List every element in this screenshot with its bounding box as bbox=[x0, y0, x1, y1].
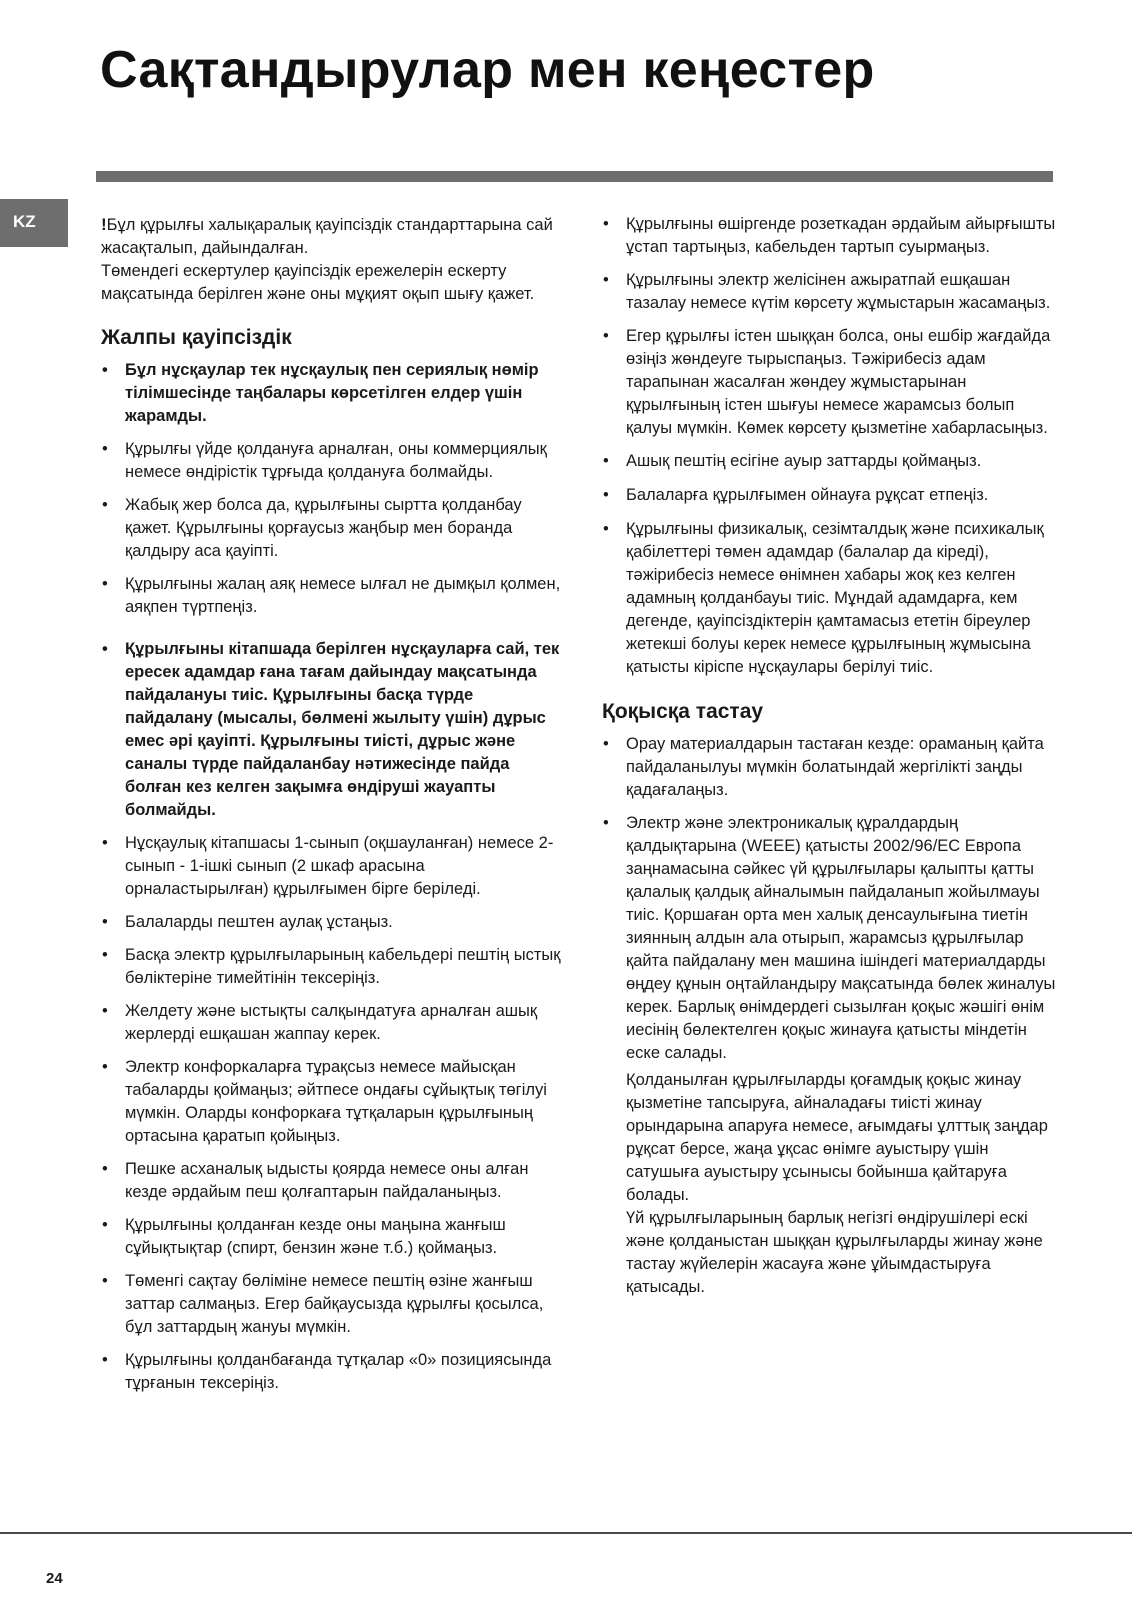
safety-list-continued bbox=[602, 213, 1057, 679]
left-column bbox=[101, 213, 561, 1405]
list-item: • Орау материалдарын тастаған кезде: ораманың қайта пайдаланылуы мүмкін болатындай жергілікті заңды қадағалаңыз. bbox=[603, 735, 1044, 799]
list-item: • Құрылғыны физикалық, сезімталдық және психикалық қабілеттері төмен адамдар (балалар да кіреді), тәжірибесіз немесе өнімнен хабары жоқ кез келген адамның қолданбауы тиіс. Мұндай адамдарға, кем дегенде, қауіпсіздіктерін қамтамасыз ететін біреулер жетекші болуы керек немесе құрылғының жұмысына қатысты кіріспе нұсқаулары берілуі тиіс. bbox=[603, 520, 1044, 676]
list-item: • Бұл нұсқаулар тек нұсқаулық пен сериялық нөмір тілімшесінде таңбалары көрсетілген елдер үшін жарамды. bbox=[102, 361, 539, 425]
right-column bbox=[602, 213, 1057, 1299]
list-item: • Электр конфоркаларға тұрақсыз немесе майысқан табаларды қоймаңыз; әйтпесе ондағы сұйықтық төгілуі мүмкін. Оларды конфоркаға тұтқаларын құрылғының ортасына қаратып қойыңыз. bbox=[102, 1058, 547, 1145]
intro-line-1: !Бұл құрылғы халықаралық қауіпсіздік стандарттарына сай жасақталып, дайындалған. bbox=[101, 215, 553, 257]
list-item: • Құрылғыны электр желісінен ажыратпай ешқашан тазалау немесе күтім көрсету жұмыстарын жасамаңыз. bbox=[603, 271, 1051, 312]
list-item: • Нұсқаулық кітапшасы 1-сынып (оқшауланған) немесе 2-сынып - 1-ішкі сынып (2 шкаф арасына орналастырылған) құрылғымен бірге беріледі. bbox=[102, 834, 554, 898]
list-item: • Егер құрылғы істен шыққан болса, оны ешбір жағдайда өзіңіз жөндеуге тырыспаңыз. Тәжірибесіз адам тарапынан жасалған жөндеу жұмыстарынан құрылғының істен шығуы немесе жарамсыз болып қалуы мүмкін. Көмек көрсету қызметіне хабарласыңыз. bbox=[603, 327, 1051, 437]
list-item: • Балаларға құрылғымен ойнауға рұқсат етпеңіз. bbox=[603, 486, 989, 504]
list-item: • Ашық пештің есігіне ауыр заттарды қоймаңыз. bbox=[603, 452, 982, 470]
list-item: • Құрылғыны өшіргенде розеткадан әрдайым айырғышты ұстап тартыңыз, кабельден тартып суырмаңыз. bbox=[603, 215, 1056, 256]
intro bbox=[101, 213, 561, 306]
general-safety-heading: Жалпы қауіпсіздік bbox=[101, 326, 292, 349]
list-item: • Желдету және ыстықты салқындатуға арналған ашық жерлерді ешқашан жаппау керек. bbox=[102, 1002, 538, 1043]
list-item: • Құрылғыны кітапшада берілген нұсқауларға сай, тек ересек адамдар ғана тағам дайындау мақсатында пайдалануы тиіс. Құрылғыны басқа түрде пайдалану (мысалы, бөлмені жылыту үшін) дұрыс емес әрі қауіпті. Құрылғыны тиісті, дұрыс және саналы түрде пайдаланбау нәтижесінде пайда болған кез келген зақымға өндіруші жауапты болмайды. bbox=[102, 640, 560, 819]
list-item: • Төменгі сақтау бөліміне немесе пештің өзіне жанғыш заттар салмаңыз. Егер байқаусызда құрылғы қосылса, бұл заттардың жануы мүмкін. bbox=[102, 1272, 544, 1336]
language-tab: KZ bbox=[0, 199, 68, 247]
list-item: • Балаларды пештен аулақ ұстаңыз. bbox=[102, 913, 393, 931]
exclamation-icon: ! bbox=[101, 215, 107, 234]
intro-line-2: Төмендегі ескертулер қауіпсіздік ережелерін ескерту мақсатында берілген және оны мұқият оқып шығу қажет. bbox=[101, 262, 535, 303]
title-divider bbox=[96, 171, 1053, 182]
disposal-paragraph-1: Қолданылған құрылғыларды қоғамдық қоқыс жинау қызметіне тапсыруға, айналадағы тиісті жинау орындарына апаруға немесе, ағымдағы ұлттық заңдар рұқсат берсе, жаңа ұқсас өнімге ауыстыру үшін сатушыға ауыстыру ұсынысы бойынша қайтаруға болады. bbox=[626, 1071, 1048, 1204]
list-item: • Жабық жер болса да, құрылғыны сыртта қолданбау қажет. Құрылғыны қорғаусыз жаңбыр мен боранда қалдыру аса қауіпті. bbox=[102, 496, 522, 560]
footer-divider bbox=[0, 1532, 1132, 1534]
list-item: • Пешке асханалық ыдысты қоярда немесе оны алған кезде әрдайым пеш қолғаптарын пайдаланыңыз. bbox=[102, 1160, 529, 1201]
list-item: • Құрылғы үйде қолдануға арналған, оны коммерциялық немесе өндірістік тұрғыда қолдануға болмайды. bbox=[102, 440, 547, 481]
list-item: • Басқа электр құрылғыларының кабельдері пештің ыстық бөліктеріне тимейтінін тексеріңіз. bbox=[102, 946, 561, 987]
disposal-list bbox=[602, 733, 1057, 1065]
list-item: • Құрылғыны қолданбағанда тұтқалар «0» позициясында тұрғанын тексеріңіз. bbox=[102, 1351, 552, 1392]
list-item: • Құрылғыны жалаң аяқ немесе ылғал не дымқыл қолмен, аяқпен түртпеңіз. bbox=[102, 575, 561, 616]
disposal-heading: Қоқысқа тастау bbox=[602, 700, 764, 723]
list-item: • Құрылғыны қолданған кезде оны маңына жанғыш сұйықтықтар (спирт, бензин және т.б.) қоймаңыз. bbox=[102, 1216, 506, 1257]
general-safety-list bbox=[101, 359, 561, 1395]
list-item: • Электр және электроникалық құралдардың қалдықтарына (WEEE) қатысты 2002/96/ЕС Европа заңнамасына сәйкес үй құрылғылары қалыпты қатты қалалық қалдық айналымын пайдаланып жойылмауы тиіс. Қоршаған орта мен халық денсаулығына тиетін зиянның алдын ала отырып, жарамсыз құрылғылар қайта пайдалану мен машина ішіндегі материалдарды өңдеу құнын оңтайландыру мақсатында бөлек жиналуы керек. Барлық өнімдердегі сызылған қоқыс жәшігі өнім иесінің бөлектелген қоқыс жинауға қатысты міндетін еске салады. bbox=[603, 814, 1056, 1062]
page-number: 24 bbox=[46, 1570, 63, 1587]
disposal-paragraph-2: Үй құрылғыларының барлық негізгі өндірушілері ескі және қолданыстан шыққан құрылғыларды жинау және тастау жүйелерін жасауға және ұйымдастыруға қатысады. bbox=[626, 1209, 1043, 1296]
page-title: Сақтандырулар мен кеңестер bbox=[100, 41, 875, 99]
